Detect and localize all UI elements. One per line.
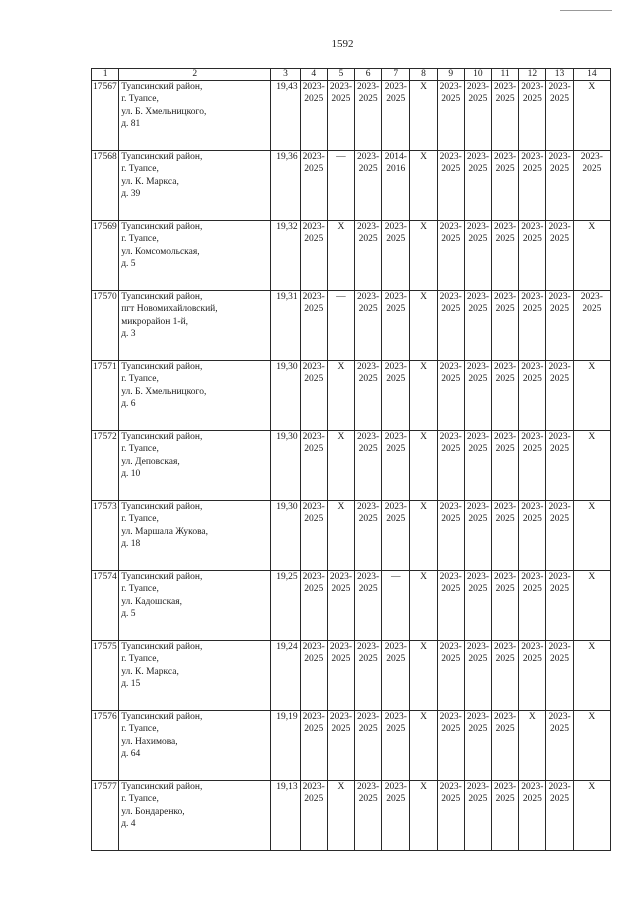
address-line: Туапсинский район, xyxy=(121,222,203,232)
period-cell: 2023-2025 xyxy=(300,781,327,851)
period-cell: 2023-2025 xyxy=(492,781,519,851)
period-cell: Х xyxy=(410,781,437,851)
period-cell: 2023-2025 xyxy=(546,81,573,151)
period-cell: 2023-2025 xyxy=(573,291,610,361)
address-cell xyxy=(119,501,271,571)
period-cell: 2023-2025 xyxy=(355,221,382,291)
period-cell: Х xyxy=(327,221,354,291)
address-line: Туапсинский район, xyxy=(121,292,203,302)
period-cell: Х xyxy=(573,641,610,711)
table-row xyxy=(92,291,611,361)
column-header: 2 xyxy=(119,69,271,81)
period-cell: 2023-2025 xyxy=(546,711,573,781)
period-cell: Х xyxy=(410,571,437,641)
address-cell xyxy=(119,571,271,641)
column-header: 6 xyxy=(355,69,382,81)
address-line: г. Туапсе, xyxy=(121,234,159,245)
period-cell: 2023-2025 xyxy=(327,641,354,711)
address-line: Туапсинский район, xyxy=(121,362,203,372)
period-cell: Х xyxy=(573,361,610,431)
period-cell: 2023-2025 xyxy=(382,221,410,291)
address-line: д. 3 xyxy=(121,329,136,340)
area-value: 19,13 xyxy=(271,781,300,851)
period-cell: 2023-2025 xyxy=(546,291,573,361)
period-cell: 2023-2025 xyxy=(382,641,410,711)
record-number: 17569 xyxy=(92,221,119,291)
address-line: г. Туапсе, xyxy=(121,654,159,665)
area-value: 19,30 xyxy=(271,361,300,431)
period-cell: 2023-2025 xyxy=(519,431,546,501)
table-row xyxy=(92,641,611,711)
record-number: 17574 xyxy=(92,571,119,641)
address-line: д. 5 xyxy=(121,609,136,620)
period-cell: Х xyxy=(410,151,437,221)
period-cell: Х xyxy=(327,361,354,431)
period-cell: Х xyxy=(410,711,437,781)
period-cell: 2023-2025 xyxy=(437,711,464,781)
address-line: д. 15 xyxy=(121,679,141,690)
address-cell xyxy=(119,221,271,291)
address-line: ул. Комсомольская, xyxy=(121,246,200,257)
period-cell: 2023-2025 xyxy=(300,361,327,431)
address-line: ул. Кадошская, xyxy=(121,596,183,607)
period-cell: 2023-2025 xyxy=(464,501,491,571)
period-cell: 2023-2025 xyxy=(355,361,382,431)
address-cell xyxy=(119,361,271,431)
period-cell: Х xyxy=(327,431,354,501)
period-cell: 2023-2025 xyxy=(492,431,519,501)
address-cell xyxy=(119,291,271,361)
area-value: 19,32 xyxy=(271,221,300,291)
record-number: 17570 xyxy=(92,291,119,361)
column-header: 7 xyxy=(382,69,410,81)
record-number: 17577 xyxy=(92,781,119,851)
address-line: ул. К. Маркса, xyxy=(121,666,179,677)
period-cell: Х xyxy=(573,501,610,571)
address-line: Туапсинский район, xyxy=(121,712,203,722)
address-line: Туапсинский район, xyxy=(121,782,203,792)
address-cell xyxy=(119,781,271,851)
period-cell: 2023-2025 xyxy=(492,361,519,431)
period-cell: 2023-2025 xyxy=(355,81,382,151)
period-cell: Х xyxy=(410,221,437,291)
area-value: 19,19 xyxy=(271,711,300,781)
period-cell: Х xyxy=(573,81,610,151)
address-line: Туапсинский район, xyxy=(121,432,203,442)
period-cell: 2023-2025 xyxy=(492,221,519,291)
table-row xyxy=(92,781,611,851)
period-cell: 2023-2025 xyxy=(492,711,519,781)
address-line: ул. Бондаренко, xyxy=(121,806,185,817)
period-cell: 2023-2025 xyxy=(519,361,546,431)
period-cell: 2023-2025 xyxy=(464,151,491,221)
area-value: 19,31 xyxy=(271,291,300,361)
address-line: ул. Маршала Жукова, xyxy=(121,526,209,537)
period-cell: 2023-2025 xyxy=(546,221,573,291)
period-cell: 2023-2025 xyxy=(519,501,546,571)
period-cell: 2023-2025 xyxy=(382,361,410,431)
period-cell: 2023-2025 xyxy=(546,431,573,501)
address-line: г. Туапсе, xyxy=(121,794,159,805)
area-value: 19,30 xyxy=(271,431,300,501)
column-header: 4 xyxy=(300,69,327,81)
period-cell: Х xyxy=(327,781,354,851)
table-row xyxy=(92,431,611,501)
period-cell: Х xyxy=(519,711,546,781)
address-line: пгт Новомихайловский, xyxy=(121,304,218,315)
period-cell: 2023-2025 xyxy=(546,781,573,851)
address-cell xyxy=(119,431,271,501)
table-body xyxy=(92,81,611,851)
period-cell: 2023-2025 xyxy=(355,501,382,571)
period-cell: 2023-2025 xyxy=(382,291,410,361)
period-cell: 2023-2025 xyxy=(355,431,382,501)
registry-table xyxy=(91,68,611,851)
period-cell: 2023-2025 xyxy=(382,711,410,781)
period-cell: 2023-2025 xyxy=(382,501,410,571)
area-value: 19,43 xyxy=(271,81,300,151)
period-cell: 2023-2025 xyxy=(546,571,573,641)
period-cell: 2023-2025 xyxy=(492,151,519,221)
period-cell: 2023-2025 xyxy=(327,711,354,781)
column-header: 11 xyxy=(492,69,519,81)
period-cell: 2023-2025 xyxy=(382,81,410,151)
column-header: 10 xyxy=(464,69,491,81)
page-number: 1592 xyxy=(331,38,354,50)
period-cell: Х xyxy=(573,431,610,501)
period-cell: 2023-2025 xyxy=(300,711,327,781)
address-line: г. Туапсе, xyxy=(121,584,159,595)
address-line: Туапсинский район, xyxy=(121,572,203,582)
period-cell: Х xyxy=(410,81,437,151)
table-row xyxy=(92,151,611,221)
period-cell: Х xyxy=(573,571,610,641)
period-cell: 2023-2025 xyxy=(464,711,491,781)
address-line: д. 64 xyxy=(121,749,141,760)
period-cell: 2023-2025 xyxy=(492,641,519,711)
period-cell: Х xyxy=(410,501,437,571)
period-cell: Х xyxy=(573,781,610,851)
period-cell: Х xyxy=(327,501,354,571)
address-line: д. 5 xyxy=(121,259,136,270)
period-cell: 2023-2025 xyxy=(437,221,464,291)
period-cell: — xyxy=(327,291,354,361)
record-number: 17571 xyxy=(92,361,119,431)
table-row xyxy=(92,711,611,781)
address-line: ул. Нахимова, xyxy=(121,736,178,747)
period-cell: 2023-2025 xyxy=(492,571,519,641)
period-cell: 2023-2025 xyxy=(437,781,464,851)
period-cell: 2023-2025 xyxy=(519,81,546,151)
period-cell: 2023-2025 xyxy=(546,501,573,571)
period-cell: 2023-2025 xyxy=(519,781,546,851)
table-row xyxy=(92,81,611,151)
column-header: 14 xyxy=(573,69,610,81)
period-cell: 2023-2025 xyxy=(327,571,354,641)
period-cell: — xyxy=(327,151,354,221)
column-header: 12 xyxy=(519,69,546,81)
address-line: д. 10 xyxy=(121,469,141,480)
period-cell: 2023-2025 xyxy=(464,81,491,151)
address-line: д. 81 xyxy=(121,119,141,130)
area-value: 19,36 xyxy=(271,151,300,221)
period-cell: 2023-2025 xyxy=(355,781,382,851)
period-cell: Х xyxy=(410,641,437,711)
address-line: ул. К. Маркса, xyxy=(121,176,179,187)
period-cell: 2023-2025 xyxy=(546,641,573,711)
period-cell: 2023-2025 xyxy=(546,151,573,221)
address-cell xyxy=(119,151,271,221)
period-cell: 2023-2025 xyxy=(437,151,464,221)
period-cell: 2023-2025 xyxy=(355,571,382,641)
period-cell: Х xyxy=(410,361,437,431)
record-number: 17576 xyxy=(92,711,119,781)
period-cell: — xyxy=(382,571,410,641)
period-cell: 2023-2025 xyxy=(300,571,327,641)
period-cell: 2023-2025 xyxy=(300,291,327,361)
record-number: 17567 xyxy=(92,81,119,151)
period-cell: 2023-2025 xyxy=(519,641,546,711)
address-line: ул. Б. Хмельницкого, xyxy=(121,106,207,117)
period-cell: 2023-2025 xyxy=(492,291,519,361)
address-line: г. Туапсе, xyxy=(121,514,159,525)
period-cell: 2023-2025 xyxy=(300,151,327,221)
address-line: Туапсинский район, xyxy=(121,502,203,512)
period-cell: 2023-2025 xyxy=(519,571,546,641)
table-row xyxy=(92,501,611,571)
address-line: Туапсинский район, xyxy=(121,152,203,162)
period-cell: 2023-2025 xyxy=(573,151,610,221)
record-number: 17575 xyxy=(92,641,119,711)
period-cell: 2023-2025 xyxy=(492,81,519,151)
period-cell: 2023-2025 xyxy=(464,221,491,291)
address-line: г. Туапсе, xyxy=(121,374,159,385)
column-header: 9 xyxy=(437,69,464,81)
period-cell: 2023-2025 xyxy=(492,501,519,571)
address-cell xyxy=(119,641,271,711)
period-cell: 2023-2025 xyxy=(437,571,464,641)
period-cell: 2023-2025 xyxy=(437,641,464,711)
address-line: д. 39 xyxy=(121,189,141,200)
address-line: ул. Б. Хмельницкого, xyxy=(121,386,207,397)
address-line: ул. Деповская, xyxy=(121,456,180,467)
address-cell xyxy=(119,711,271,781)
period-cell: 2023-2025 xyxy=(519,221,546,291)
period-cell: 2023-2025 xyxy=(437,431,464,501)
period-cell: 2023-2025 xyxy=(437,361,464,431)
period-cell: 2023-2025 xyxy=(300,641,327,711)
record-number: 17568 xyxy=(92,151,119,221)
table-row xyxy=(92,221,611,291)
header-row xyxy=(92,69,611,81)
address-line: Туапсинский район, xyxy=(121,82,203,92)
area-value: 19,24 xyxy=(271,641,300,711)
column-header: 8 xyxy=(410,69,437,81)
period-cell: 2023-2025 xyxy=(546,361,573,431)
address-line: г. Туапсе, xyxy=(121,94,159,105)
period-cell: 2023-2025 xyxy=(464,291,491,361)
period-cell: Х xyxy=(410,431,437,501)
address-line: г. Туапсе, xyxy=(121,444,159,455)
address-line: д. 4 xyxy=(121,819,136,830)
column-header: 13 xyxy=(546,69,573,81)
period-cell: 2023-2025 xyxy=(464,431,491,501)
area-value: 19,25 xyxy=(271,571,300,641)
period-cell: 2023-2025 xyxy=(300,431,327,501)
period-cell: Х xyxy=(573,711,610,781)
address-line: микрорайон 1-й, xyxy=(121,316,189,327)
table-row xyxy=(92,571,611,641)
period-cell: 2023-2025 xyxy=(519,291,546,361)
period-cell: 2023-2025 xyxy=(437,291,464,361)
period-cell: 2023-2025 xyxy=(464,641,491,711)
period-cell: 2023-2025 xyxy=(355,151,382,221)
address-line: г. Туапсе, xyxy=(121,164,159,175)
column-header: 3 xyxy=(271,69,300,81)
period-cell: 2023-2025 xyxy=(464,781,491,851)
period-cell: 2023-2025 xyxy=(300,81,327,151)
table-row xyxy=(92,361,611,431)
period-cell: 2023-2025 xyxy=(464,571,491,641)
period-cell: 2023-2025 xyxy=(437,501,464,571)
period-cell: 2014-2016 xyxy=(382,151,410,221)
column-header: 5 xyxy=(327,69,354,81)
period-cell: 2023-2025 xyxy=(300,221,327,291)
period-cell: 2023-2025 xyxy=(327,81,354,151)
period-cell: 2023-2025 xyxy=(300,501,327,571)
address-line: Туапсинский район, xyxy=(121,642,203,652)
column-header: 1 xyxy=(92,69,119,81)
period-cell: 2023-2025 xyxy=(355,641,382,711)
area-value: 19,30 xyxy=(271,501,300,571)
period-cell: 2023-2025 xyxy=(382,431,410,501)
period-cell: 2023-2025 xyxy=(464,361,491,431)
address-cell xyxy=(119,81,271,151)
corner-mark xyxy=(560,10,612,11)
period-cell: Х xyxy=(573,221,610,291)
address-line: д. 6 xyxy=(121,399,136,410)
period-cell: 2023-2025 xyxy=(382,781,410,851)
period-cell: 2023-2025 xyxy=(437,81,464,151)
record-number: 17572 xyxy=(92,431,119,501)
address-line: г. Туапсе, xyxy=(121,724,159,735)
address-line: д. 18 xyxy=(121,539,141,550)
period-cell: 2023-2025 xyxy=(355,711,382,781)
record-number: 17573 xyxy=(92,501,119,571)
period-cell: 2023-2025 xyxy=(355,291,382,361)
period-cell: Х xyxy=(410,291,437,361)
period-cell: 2023-2025 xyxy=(519,151,546,221)
